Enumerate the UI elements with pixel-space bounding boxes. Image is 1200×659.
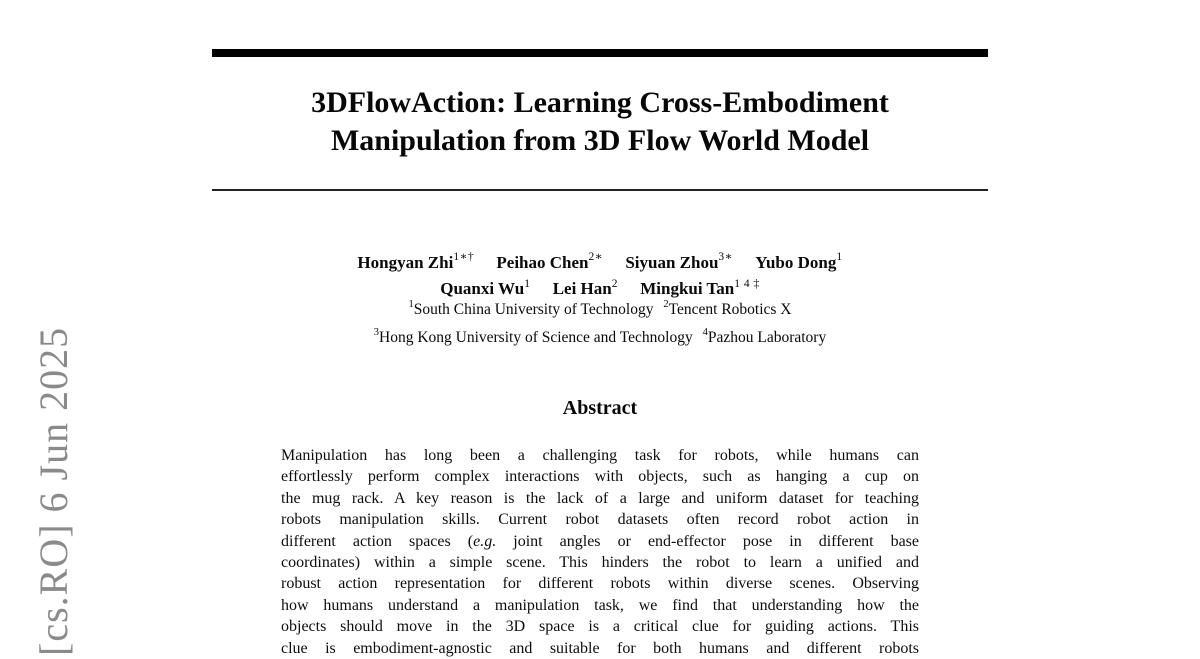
abstract-line-5-post: joint angles or end-effector pose in different base	[496, 532, 919, 550]
affiliation-name: Tencent Robotics X	[668, 301, 792, 319]
affiliation-name: Hong Kong University of Science and Technology	[379, 328, 693, 346]
author-siyuan-zhou	[625, 253, 733, 272]
paper-title-line-2: Manipulation from 3D Flow World Model	[330, 124, 870, 157]
affiliations-block	[0, 294, 1200, 349]
affiliation-scut	[409, 301, 654, 318]
affiliations-row-2	[0, 322, 1200, 350]
title-divider-rule	[212, 189, 988, 191]
author-superscript: 2	[611, 277, 618, 290]
affiliation-hkust	[373, 326, 693, 346]
authors-block	[0, 247, 1200, 300]
affiliation-pazhou	[702, 326, 827, 346]
author-name: Quanxi Wu	[440, 279, 525, 299]
affiliation-superscript: 2	[663, 299, 669, 310]
affiliation-tencent	[663, 301, 791, 318]
abstract-line-9: objects should move in the 3D space is a critical clue for guiding actions. This	[281, 618, 919, 636]
affiliation-name: Pazhou Laboratory	[707, 328, 827, 346]
author-name: Mingkui Tan	[640, 279, 735, 299]
paper-title-line-1: 3DFlowAction: Learning Cross-Embodiment	[311, 86, 889, 119]
abstract-line-4: robots manipulation skills. Current robot datasets often record robot action in	[281, 511, 919, 529]
author-superscript: 1	[524, 277, 531, 290]
author-name: Yubo Dong	[755, 252, 837, 272]
abstract-line-3: the mug rack. A key reason is the lack of a large and uniform dataset for teaching	[281, 489, 919, 507]
abstract-line-10: clue is embodiment-agnostic and suitable for both humans and different robots	[281, 639, 919, 657]
abstract-line-5-pre: different action spaces (	[281, 532, 474, 550]
author-name: Siyuan Zhou	[625, 252, 719, 272]
authors-row-1	[0, 247, 1200, 274]
abstract-heading: Abstract	[562, 397, 638, 419]
author-superscript: 1 4 ‡	[734, 277, 760, 290]
author-superscript: 1∗†	[453, 251, 475, 263]
affiliation-name: South China University of Technology	[413, 301, 654, 319]
author-superscript: 3∗	[718, 251, 733, 263]
author-name: Peihao Chen	[496, 252, 589, 272]
abstract-line-8: how humans understand a manipulation task, we find that understanding how the	[281, 596, 919, 614]
affiliation-superscript: 3	[373, 326, 379, 338]
affiliations-row-1	[0, 294, 1200, 322]
affiliation-superscript: 1	[408, 299, 414, 310]
abstract-line-5	[281, 531, 919, 552]
author-name: Hongyan Zhi	[357, 252, 454, 272]
author-hongyan-zhi	[357, 253, 474, 272]
top-thick-rule	[212, 49, 988, 57]
paper-title	[212, 84, 988, 160]
arxiv-sidebar-watermark: [cs.RO] 6 Jun 2025	[31, 326, 76, 656]
author-superscript: 2∗	[588, 251, 604, 263]
abstract-line-7: robust action representation for different robots within diverse scenes. Observing	[281, 575, 919, 593]
abstract-line-6: coordinates) within a simple scene. This hinders the robot to learn a unified and	[281, 553, 919, 571]
abstract-paragraph	[281, 445, 919, 659]
abstract-line-1: Manipulation has long been a challenging task for robots, while humans can	[281, 447, 919, 464]
author-name: Lei Han	[552, 279, 612, 299]
author-peihao-chen	[496, 253, 603, 272]
author-yubo-dong	[755, 253, 842, 272]
author-superscript: 1	[836, 251, 843, 263]
affiliation-superscript: 4	[702, 326, 708, 338]
abstract-line-5-italic: e.g.	[473, 532, 497, 550]
abstract-line-2: effortlessly perform complex interactions with objects, such as hanging a cup on	[281, 468, 919, 486]
